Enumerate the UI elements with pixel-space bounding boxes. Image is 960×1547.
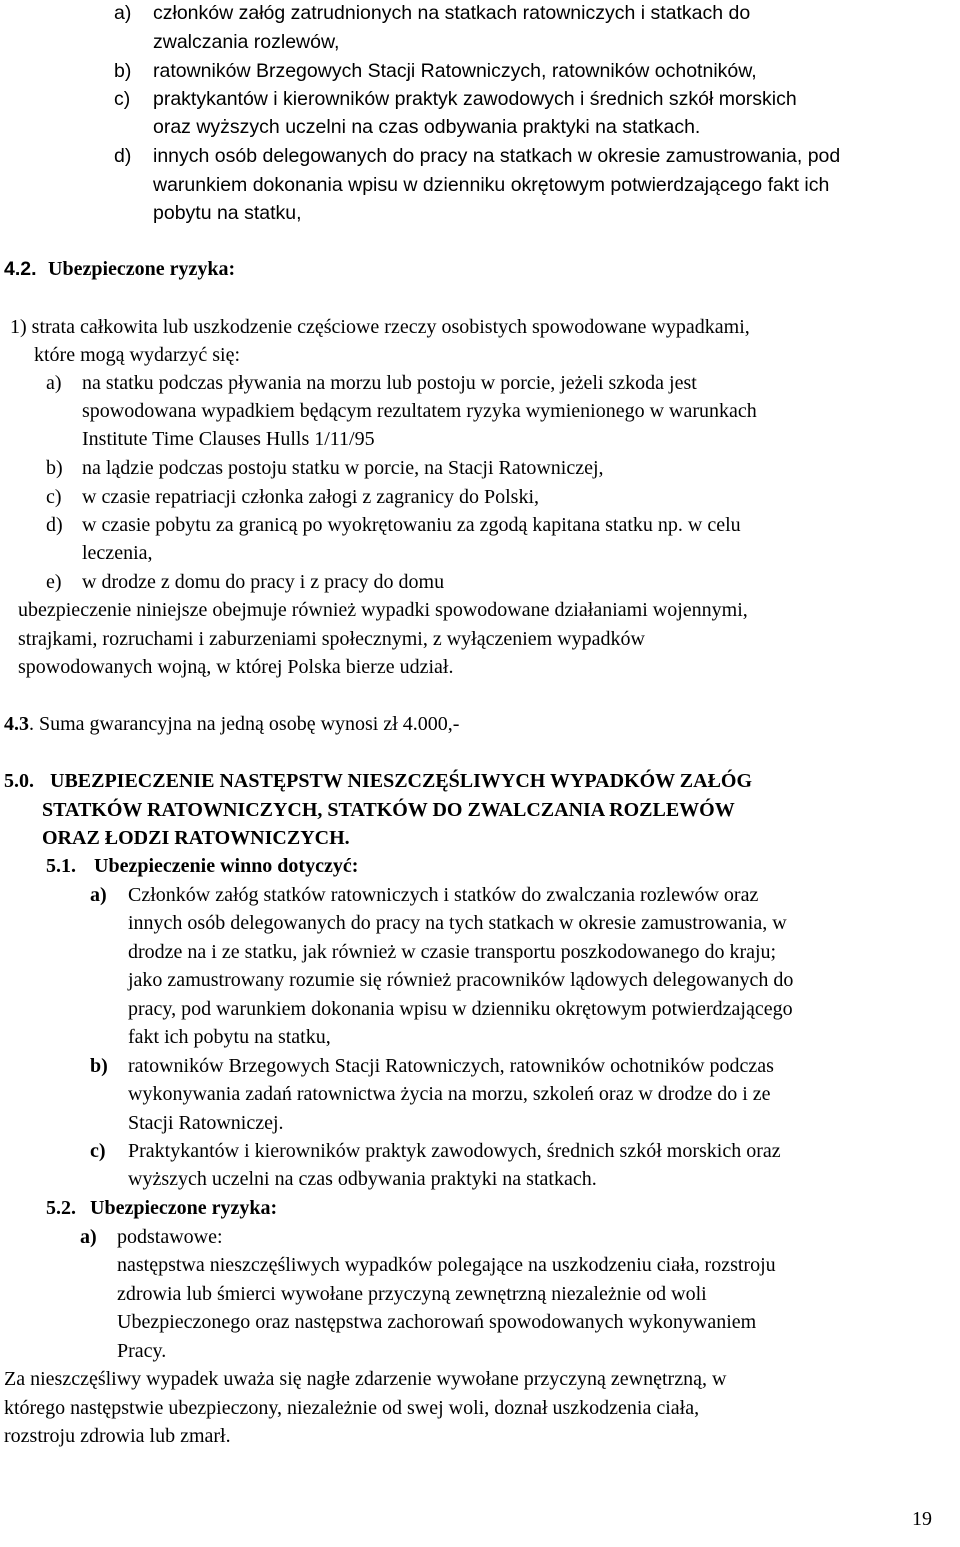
section-title: STATKÓW RATOWNICZYCH, STATKÓW DO ZWALCZANIA ROZLEWÓW	[42, 799, 735, 821]
list-item-text: wyższych uczelni na czas odbywania praktyki na statkach.	[128, 1168, 597, 1190]
paragraph-line: spowodowanych wojną, w której Polska bierze udział.	[18, 656, 454, 678]
list-item-text: jako zamustrowany rozumie się również pracowników lądowych delegowanych do	[128, 969, 794, 991]
section-title: UBEZPIECZENIE NASTĘPSTW NIESZCZĘŚLIWYCH WYPADKÓW ZAŁÓG	[50, 770, 753, 792]
list-item-text: Członków załóg statków ratowniczych i statków do zwalczania rozlewów oraz	[128, 884, 759, 906]
list-marker: b)	[46, 457, 63, 479]
section-number: 4.3	[4, 713, 29, 735]
list-marker: a)	[114, 2, 132, 24]
list-item-text: Praktykantów i kierowników praktyk zawodowych, średnich szkół morskich oraz	[128, 1140, 781, 1162]
list-marker: e)	[46, 571, 62, 593]
paragraph-line: którego następstwie ubezpieczony, niezależnie od swej woli, doznał uszkodzenia ciała,	[4, 1397, 700, 1419]
section-number: 5.1.	[46, 855, 76, 877]
list-marker: c)	[46, 486, 62, 508]
list-marker: a)	[46, 372, 62, 394]
list-marker: d)	[114, 145, 132, 167]
list-item-text: pracy, pod warunkiem dokonania wpisu w dzienniku okrętowym potwierdzającego	[128, 998, 793, 1020]
paragraph-line: strajkami, rozruchami i zaburzeniami społecznymi, z wyłączeniem wypadków	[18, 628, 645, 650]
section-title: Ubezpieczone ryzyka:	[48, 258, 236, 280]
page-number: 19	[912, 1508, 932, 1530]
list-item-text: pobytu na statku,	[153, 202, 302, 224]
list-marker: a)	[80, 1226, 97, 1248]
list-marker: b)	[114, 60, 132, 82]
sum-insured-line	[4, 711, 459, 737]
list-item-text: innych osób delegowanych do pracy na statkach w okresie zamustrowania, pod	[153, 145, 841, 167]
list-item-text: w czasie repatriacji członka załogi z zagranicy do Polski,	[82, 486, 540, 508]
paragraph-line: rozstroju zdrowia lub zmarł.	[4, 1425, 231, 1447]
paragraph-line: 1) strata całkowita lub uszkodzenie częściowe rzeczy osobistych spowodowane wypadkami,	[10, 316, 750, 338]
list-item-text: Stacji Ratowniczej.	[128, 1112, 284, 1134]
list-item-text: oraz wyższych uczelni na czas odbywania praktyki na statkach.	[153, 116, 701, 138]
list-item-text: na lądzie podczas postoju statku w porcie, na Stacji Ratowniczej,	[82, 457, 604, 479]
list-item-text: Ubezpieczonego oraz następstwa zachorowań spowodowanych wykonywaniem	[117, 1311, 757, 1333]
list-item-text: Pracy.	[117, 1340, 167, 1362]
list-item-text: zwalczania rozlewów,	[153, 31, 340, 53]
list-marker: c)	[114, 88, 131, 110]
list-item-text: drodze na i ze statku, jak również w czasie transportu poszkodowanego do kraju;	[128, 941, 777, 963]
sum-insured-text: . Suma gwarancyjna na jedną osobę wynosi zł 4.000,-	[29, 713, 460, 735]
list-item-text: następstwa nieszczęśliwych wypadków polegające na uszkodzeniu ciała, rozstroju	[117, 1254, 776, 1276]
list-marker: a)	[90, 884, 107, 906]
list-item-text: fakt ich pobytu na statku,	[128, 1026, 331, 1048]
list-item-text: na statku podczas pływania na morzu lub postoju w porcie, jeżeli szkoda jest	[82, 372, 697, 394]
list-item-text: ratowników Brzegowych Stacji Ratowniczych, ratowników ochotników podczas	[128, 1055, 774, 1077]
list-item-text: wykonywania zadań ratownictwa życia na morzu, szkoleń oraz w drodze do i ze	[128, 1083, 771, 1105]
section-title: Ubezpieczone ryzyka:	[90, 1197, 278, 1219]
list-item-text: w drodze z domu do pracy i z pracy do domu	[82, 571, 445, 593]
paragraph-line: ubezpieczenie niniejsze obejmuje również wypadki spowodowane działaniami wojennymi,	[18, 599, 748, 621]
list-item-text: w czasie pobytu za granicą po wyokrętowaniu za zgodą kapitana statku np. w celu	[82, 514, 741, 536]
list-item-text: ratowników Brzegowych Stacji Ratowniczych, ratowników ochotników,	[153, 60, 757, 82]
list-marker: c)	[90, 1140, 106, 1162]
list-item-text: spowodowana wypadkiem będącym rezultatem ryzyka wymienionego w warunkach	[82, 400, 757, 422]
list-item-text: leczenia,	[82, 542, 153, 564]
section-number: 5.2.	[46, 1197, 76, 1219]
list-item-label: podstawowe:	[117, 1226, 223, 1248]
list-marker: d)	[46, 514, 63, 536]
section-number: 4.2.	[4, 258, 37, 280]
paragraph-line: które mogą wydarzyć się:	[34, 344, 241, 366]
list-item-text: innych osób delegowanych do pracy na tych statkach w okresie zamustrowania, w	[128, 912, 787, 934]
list-item-text: Institute Time Clauses Hulls 1/11/95	[82, 428, 375, 450]
section-title: ORAZ ŁODZI RATOWNICZYCH.	[42, 827, 350, 849]
list-item-text: członków załóg zatrudnionych na statkach ratowniczych i statkach do	[153, 2, 751, 24]
list-item-text: praktykantów i kierowników praktyk zawodowych i średnich szkół morskich	[153, 88, 797, 110]
list-item-text: zdrowia lub śmierci wywołane przyczyną zewnętrzną niezależnie od woli	[117, 1283, 707, 1305]
list-marker: b)	[90, 1055, 108, 1077]
section-title: Ubezpieczenie winno dotyczyć:	[94, 855, 359, 877]
list-item-text: warunkiem dokonania wpisu w dzienniku okrętowym potwierdzającego fakt ich	[153, 174, 830, 196]
paragraph-line: Za nieszczęśliwy wypadek uważa się nagłe zdarzenie wywołane przyczyną zewnętrzną, w	[4, 1368, 727, 1390]
section-number: 5.0.	[4, 770, 34, 792]
